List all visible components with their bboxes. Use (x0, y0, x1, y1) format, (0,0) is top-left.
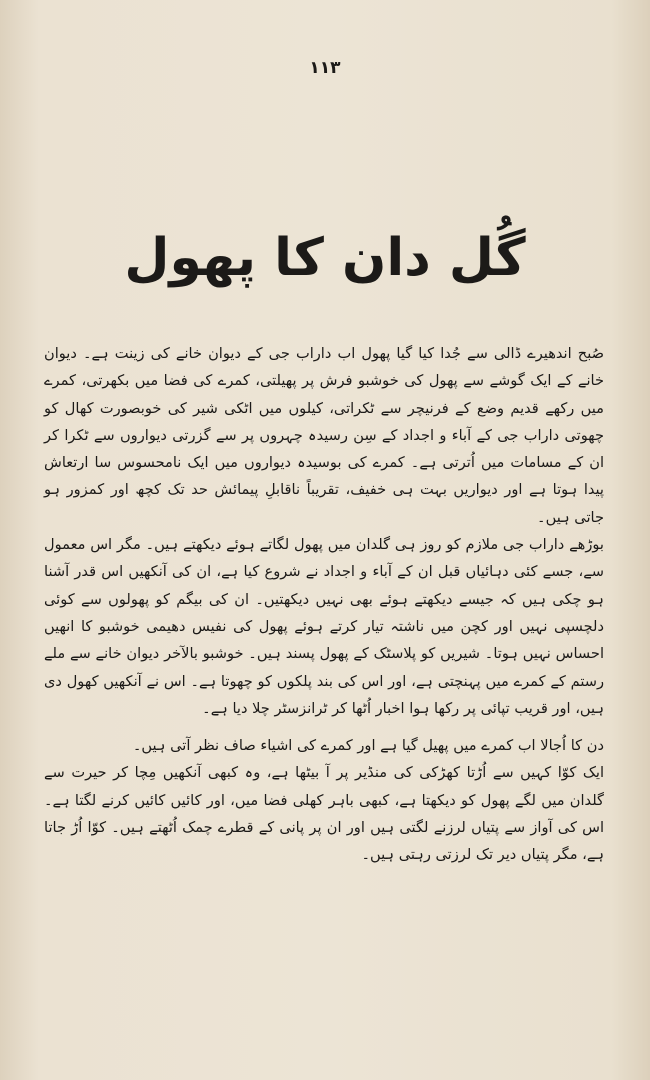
body-text (44, 340, 604, 869)
paragraph-1: صُبح اندھیرے ڈالی سے جُدا کیا گیا پھول اب داراب جی کے دیوان خانے کی زینت ہے۔ دیوان خانے کے ایک گوشے سے پھول کی خوشبو فرش پر پھیلتی، کمرے کی فضا میں بکھرتی، کمرے میں رکھے قدیم وضع کے فرنیچر سے ٹکراتی، کیلوں میں اٹکی شیر کی خوبصورت کھال کو چھوتی داراب جی کے آباء و اجداد کے سِن رسیدہ چہروں پر سے گزرتی دیواروں سے ٹکرا کر ان کے مسامات میں اُترتی ہے۔ کمرے کی بوسیدہ دیواروں میں ایک نامحسوس سا ارتعاش پیدا ہوتا ہے اور دیواریں بہت ہی خفیف، تقریباً ناقابلِ پیمائش حد تک کچھ اور کمزور ہو جاتی ہیں۔ (44, 345, 604, 526)
paragraph-2: بوڑھے داراب جی ملازم کو روز ہی گلدان میں پھول لگاتے ہوئے دیکھتے ہیں۔ مگر اس معمول سے، جسے کئی دہائیاں قبل ان کے آباء و اجداد نے شروع کیا ہے، ان کی آنکھیں اس قدر آشنا ہو چکی ہیں کہ جیسے دیکھتے ہوئے بھی نہیں دیکھتیں۔ ان کی بیگم کو پھولوں سے کوئی دلچسپی نہیں اور کچن میں ناشتہ تیار کرتے ہوئے پھول کی نفیس دھیمی خوشبو کا انھیں احساس نہیں ہوتا۔ شیریں کو پلاسٹک کے پھول پسند ہیں۔ خوشبو بالآخر دیوان خانے سے ملے رستم کے کمرے میں پہنچتی ہے، اور اس کی بند پلکوں کو چھوتا ہے۔ اس نے آنکھیں کھول دی ہیں، اور قریب تپائی پر رکھا ہوا اخبار اُٹھا کر ٹرانزسٹر چلا دیا ہے۔ (44, 536, 604, 717)
paragraph-4: ایک کوّا کہیں سے اُڑتا کھڑکی کی منڈیر پر آ بیٹھا ہے، وہ کبھی آنکھیں مِچا کر حیرت سے گلدان میں لگے پھول کو دیکھتا ہے، کبھی باہر کھلی فضا میں، اور کائیں کائیں کرنے لگتا ہے۔ اس کی آواز سے پتیاں لرزنے لگتی ہیں اور ان پر پانی کے قطرے چمک اُٹھتے ہیں۔ کوّا اُڑ جاتا ہے، مگر پتیاں دیر تک لرزتی رہتی ہیں۔ (44, 764, 604, 864)
chapter-title: گُل دان کا پھول (124, 228, 526, 288)
page-number: ١١٣ (309, 58, 341, 78)
paragraph-3: دن کا اُجالا اب کمرے میں پھیل گیا ہے اور کمرے کی اشیاء صاف نظر آتی ہیں۔ (132, 737, 604, 755)
